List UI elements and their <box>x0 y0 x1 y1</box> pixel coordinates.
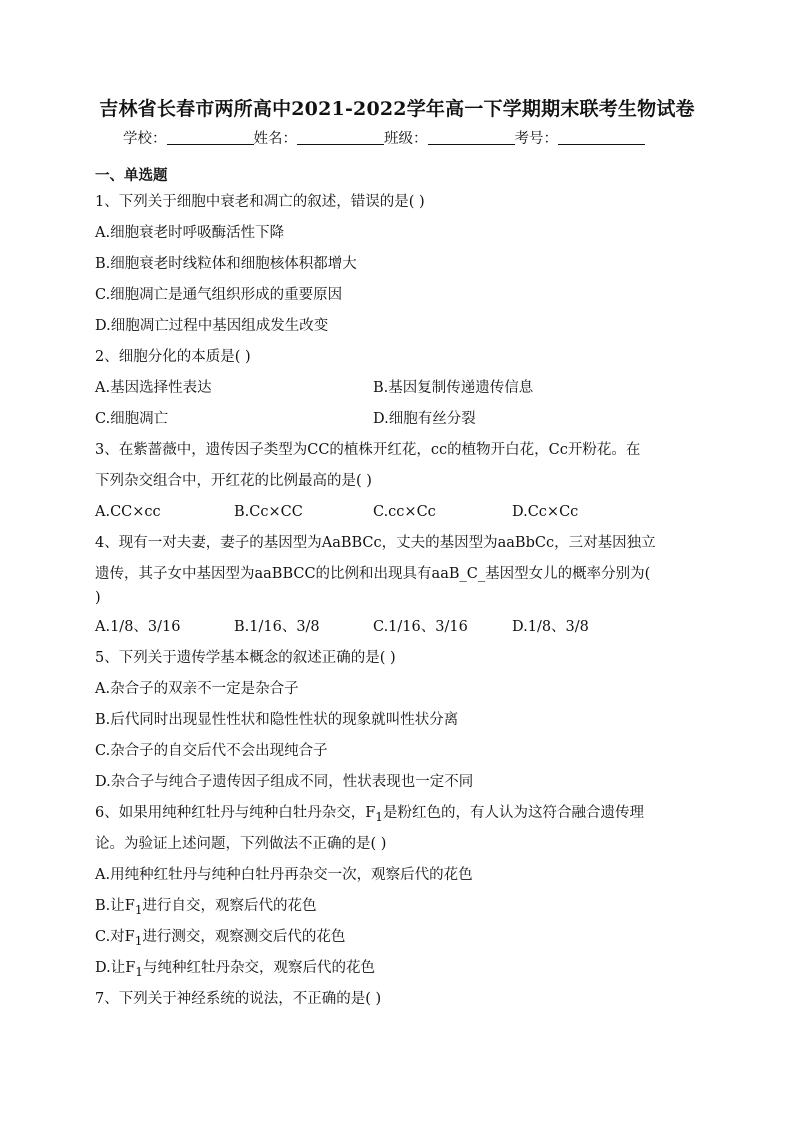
question-6-stem-line-1 <box>95 798 700 829</box>
question-3-stem-line-2: 下列杂交组合中，开红花的比例最高的是( ) <box>95 473 372 489</box>
question-6-option-d-part-b: 与纯种红牡丹杂交，观察后代的花色 <box>142 960 375 976</box>
question-5-option-c: C.杂合子的自交后代不会出现纯合子 <box>95 743 328 759</box>
question-6-option-b-part-a: B.让F <box>95 898 135 914</box>
question-1-stem: 1、下列关于细胞中衰老和凋亡的叙述，错误的是( ) <box>95 194 425 210</box>
question-6-option-d-part-a: D.让F <box>95 960 136 976</box>
question-2-option-c: C.细胞凋亡 <box>95 411 169 427</box>
question-5-option-d: D.杂合子与纯合子遗传因子组成不同，性状表现也一定不同 <box>95 774 474 790</box>
question-6-option-c <box>95 922 700 953</box>
question-6-option-d <box>95 953 700 984</box>
class-blank[interactable] <box>428 130 515 145</box>
question-2-options-row-1 <box>95 373 700 404</box>
question-6-stem-line-2: 论。为验证上述问题，下列做法不正确的是( ) <box>95 836 387 852</box>
question-6-option-c-subscript: 1 <box>134 933 143 948</box>
question-6-stem-part-b: 是粉红色的，有人认为这符合融合遗传理 <box>382 805 644 821</box>
question-3-options <box>95 497 700 528</box>
question-4-option-d: D.1/8、3/8 <box>512 619 589 635</box>
question-7-stem: 7、下列关于神经系统的说法，不正确的是( ) <box>95 991 382 1007</box>
exam-number-blank[interactable] <box>558 130 645 145</box>
question-2-option-a: A.基因选择性表达 <box>95 380 212 396</box>
question-1-option-a: A.细胞衰老时呼吸酶活性下降 <box>95 225 285 241</box>
class-label: 班级： <box>384 131 428 147</box>
question-5-stem: 5、下列关于遗传学基本概念的叙述正确的是( ) <box>95 650 396 666</box>
question-6-option-d-subscript: 1 <box>135 964 143 979</box>
exam-title: 吉林省长春市两所高中2021-2022学年高一下学期期末联考生物试卷 <box>99 98 695 120</box>
student-info-line <box>123 127 683 148</box>
question-3-option-a: A.CC×cc <box>95 504 161 520</box>
question-5-option-b: B.后代同时出现显性性状和隐性性状的现象就叫性状分离 <box>95 712 459 728</box>
section-heading: 一、单选题 <box>95 167 168 184</box>
question-3-option-c: C.cc×Cc <box>373 504 436 520</box>
question-4-option-b: B.1/16、3/8 <box>234 619 320 635</box>
question-2-stem: 2、细胞分化的本质是( ) <box>95 349 251 365</box>
question-4-stem-line-2: 遗传，其子女中基因型为aaBBCC的比例和出现具有aaB_C_基因型女儿的概率分别为( <box>95 566 651 582</box>
question-2-options-row-2 <box>95 404 700 435</box>
question-6-stem-part-a: 6、如果用纯种红牡丹与纯种白牡丹杂交，F <box>95 805 376 821</box>
question-list <box>95 165 700 1015</box>
school-label: 学校： <box>123 131 167 147</box>
question-4-options <box>95 612 700 643</box>
question-3-option-d: D.Cc×Cc <box>512 504 579 520</box>
question-5-option-a: A.杂合子的双亲不一定是杂合子 <box>95 681 299 697</box>
name-blank[interactable] <box>297 130 384 145</box>
question-4-option-a: A.1/8、3/16 <box>95 619 181 635</box>
question-2-option-d: D.细胞有丝分裂 <box>373 411 476 427</box>
question-3-stem-line-1: 3、在紫蔷薇中，遗传因子类型为CC的植株开红花，cc的植物开白花，Cc开粉花。在 <box>95 442 641 458</box>
question-6-option-b-part-b: 进行自交，观察后代的花色 <box>142 898 317 914</box>
question-6-option-b-subscript: 1 <box>134 902 143 917</box>
question-2-option-b: B.基因复制传递遗传信息 <box>373 380 534 396</box>
question-6-option-b <box>95 891 700 922</box>
question-4-stem-line-1: 4、现有一对夫妻，妻子的基因型为AaBBCc，丈夫的基因型为aaBbCc，三对基因独立 <box>95 535 656 551</box>
name-label: 姓名： <box>253 131 297 147</box>
question-6-stem-subscript: 1 <box>375 809 383 824</box>
question-6-option-c-part-a: C.对F <box>95 929 135 945</box>
question-1-option-c: C.细胞凋亡是通气组织形成的重要原因 <box>95 287 343 303</box>
question-4-stem-line-3: ) <box>95 590 101 606</box>
question-4-option-c: C.1/16、3/16 <box>373 619 468 635</box>
school-blank[interactable] <box>167 130 254 145</box>
question-6-option-c-part-b: 进行测交，观察测交后代的花色 <box>142 929 346 945</box>
question-1-option-b: B.细胞衰老时线粒体和细胞核体积都增大 <box>95 256 357 272</box>
question-1-option-d: D.细胞凋亡过程中基因组成发生改变 <box>95 318 329 334</box>
question-6-option-a: A.用纯种红牡丹与纯种白牡丹再杂交一次，观察后代的花色 <box>95 867 473 883</box>
exam-number-label: 考号： <box>514 131 558 147</box>
question-3-option-b: B.Cc×CC <box>234 504 303 520</box>
